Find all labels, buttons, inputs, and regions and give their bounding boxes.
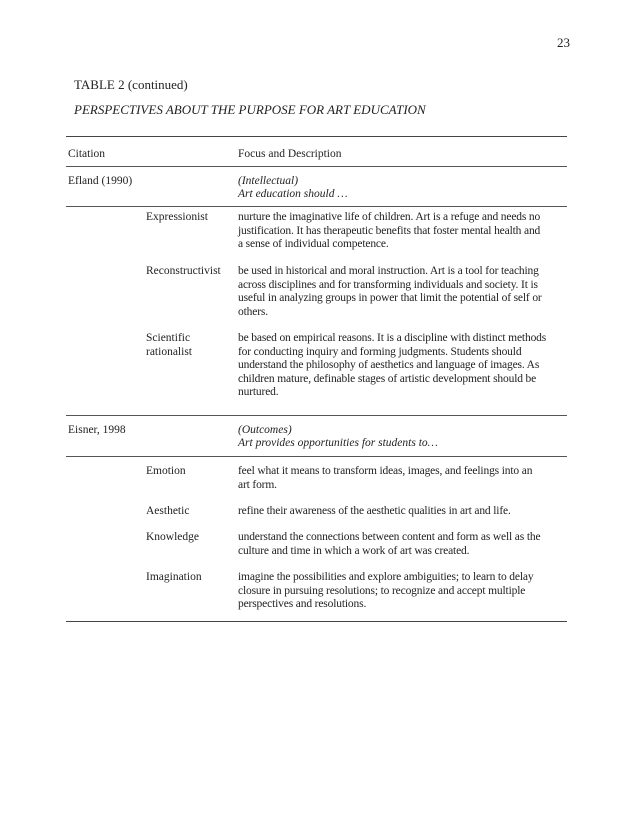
description-line: nurtured. [238,386,279,398]
description-line: understand the philosophy of aesthetics and language of images. As [238,359,540,371]
description-line: be based on empirical reasons. It is a discipline with distinct methods [238,332,547,344]
description-line: perspectives and resolutions. [238,598,367,610]
description-emotion [238,465,563,492]
table-title: PERSPECTIVES ABOUT THE PURPOSE FOR ART EDUCATION [74,102,426,117]
description-line: justification. It has therapeutic benefits that foster mental health and [238,224,541,237]
description-line: for conducting inquiry and forming judgments. Students should [238,345,522,358]
group-lead-eisner: Art provides opportunities for students to… [238,437,438,449]
description-line: closure in pursuing resolutions; to recognize and accept multiple [238,584,526,597]
term-aesthetic: Aesthetic [146,505,190,517]
term-reconstructivist: Reconstructivist [146,265,221,277]
description-line: feel what it means to transform ideas, images, and feelings into an [238,465,533,477]
description-aesthetic [238,505,563,519]
description-line: children mature, definable stages of artistic development should be [238,372,537,385]
description-reconstructivist [238,265,563,319]
table-label: TABLE 2 (continued) [74,77,188,92]
description-line: art form. [238,478,277,491]
term-expressionist: Expressionist [146,211,208,223]
description-line: others. [238,305,268,318]
table-top-rule [66,136,567,137]
description-scientific-rationalist [238,332,563,400]
description-line: refine their awareness of the aesthetic qualities in art and life. [238,505,511,517]
group-separator-rule [66,415,567,416]
description-expressionist [238,211,563,252]
group-citation-eisner: Eisner, 1998 [68,424,126,436]
description-line: useful in analyzing groups in power that limit the potential of self or [238,292,542,304]
term-scientific-rationalist [146,332,236,359]
term-knowledge: Knowledge [146,531,200,543]
group-category-eisner: (Outcomes) [238,424,292,436]
description-line: nurture the imaginative life of children. Art is a refuge and needs no [238,211,541,223]
page-number: 23 [557,35,570,50]
description-line: imagine the possibilities and explore ambiguities; to learn to delay [238,571,534,583]
description-line: be used in historical and moral instruction. Art is a tool for teaching [238,265,539,277]
term-line: Scientific [146,332,191,344]
group-lead-efland: Art education should … [238,188,348,200]
group-category-efland: (Intellectual) [238,175,299,187]
term-emotion: Emotion [146,465,186,477]
description-line: understand the connections between content and form as well as the [238,531,541,543]
table-bottom-rule [66,621,567,622]
description-line: culture and time in which a work of art was created. [238,544,470,557]
term-imagination: Imagination [146,571,202,583]
description-imagination [238,571,563,612]
column-header-citation: Citation [68,148,106,160]
description-knowledge [238,531,563,558]
group-rule-eisner [66,456,567,457]
group-citation-efland: Efland (1990) [68,175,133,187]
column-header-focus: Focus and Description [238,148,342,160]
description-line: across disciplines and for transforming individuals and society. It is [238,278,538,291]
group-rule-efland [66,206,567,207]
header-rule [66,166,567,167]
description-line: a sense of individual competence. [238,238,389,250]
term-line: rationalist [146,345,192,358]
